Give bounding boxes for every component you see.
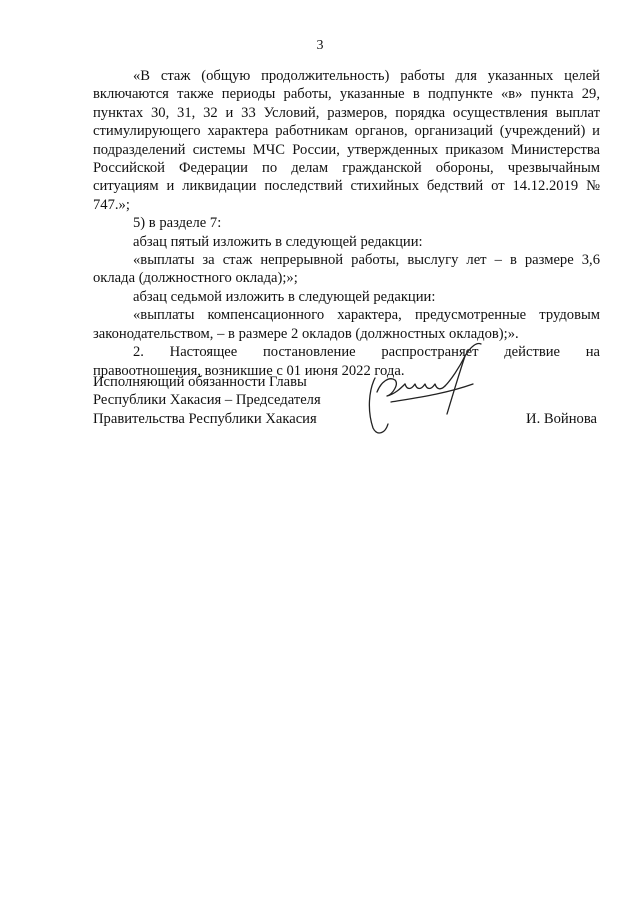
paragraph-seventh-clause-text: «выплаты компенсационного характера, предусмотренные трудовым законодательством, – в размере 2 окладов (должностных окладов);». — [93, 307, 600, 342]
paragraph-fifth-clause-text: «выплаты за стаж непрерывной работы, выслугу лет – в размере 3,6 оклада (должностного оклада);»; — [93, 252, 600, 287]
handwritten-signature — [355, 340, 495, 450]
page-number: 3 — [316, 38, 324, 53]
signatory-name: И. Войнова — [526, 411, 597, 427]
paragraph-seventh-clause-intro: абзац седьмой изложить в следующей редакции: — [133, 288, 436, 305]
signatory-title-line: Правительства Республики Хакасия — [93, 410, 317, 427]
document-body — [93, 67, 600, 380]
paragraph-fifth-clause-intro: абзац пятый изложить в следующей редакции: — [133, 233, 423, 250]
signatory-title-line: Республики Хакасия – Председателя — [93, 392, 321, 409]
signatory-title-line: Исполняющий обязанности Главы — [93, 374, 307, 390]
paragraph-length-of-service: «В стаж (общую продолжительность) работы для указанных целей включаются также периоды работы, указанные в подпункте «в» пункта 29, пунктах 30, 31, 32 и 33 Условий, размеров, порядка осуществления выплат стимулирующего характера работникам органов, организаций (учреждений) и подразделений системы МЧС России, утвержденных приказом Министерства Российской Федерации по делам гражданской обороны, чрезвычайным ситуациям и ликвидации последствий стихийных бедствий от 14.12.2019 № 747.»; — [93, 68, 600, 213]
paragraph-section-7: 5) в разделе 7: — [133, 215, 222, 232]
paragraph-effective-date: 2. Настоящее постановление распространяет действие на правоотношения, возникшие с 01 июня 2022 года. — [93, 344, 600, 379]
signatory-title — [93, 373, 321, 428]
